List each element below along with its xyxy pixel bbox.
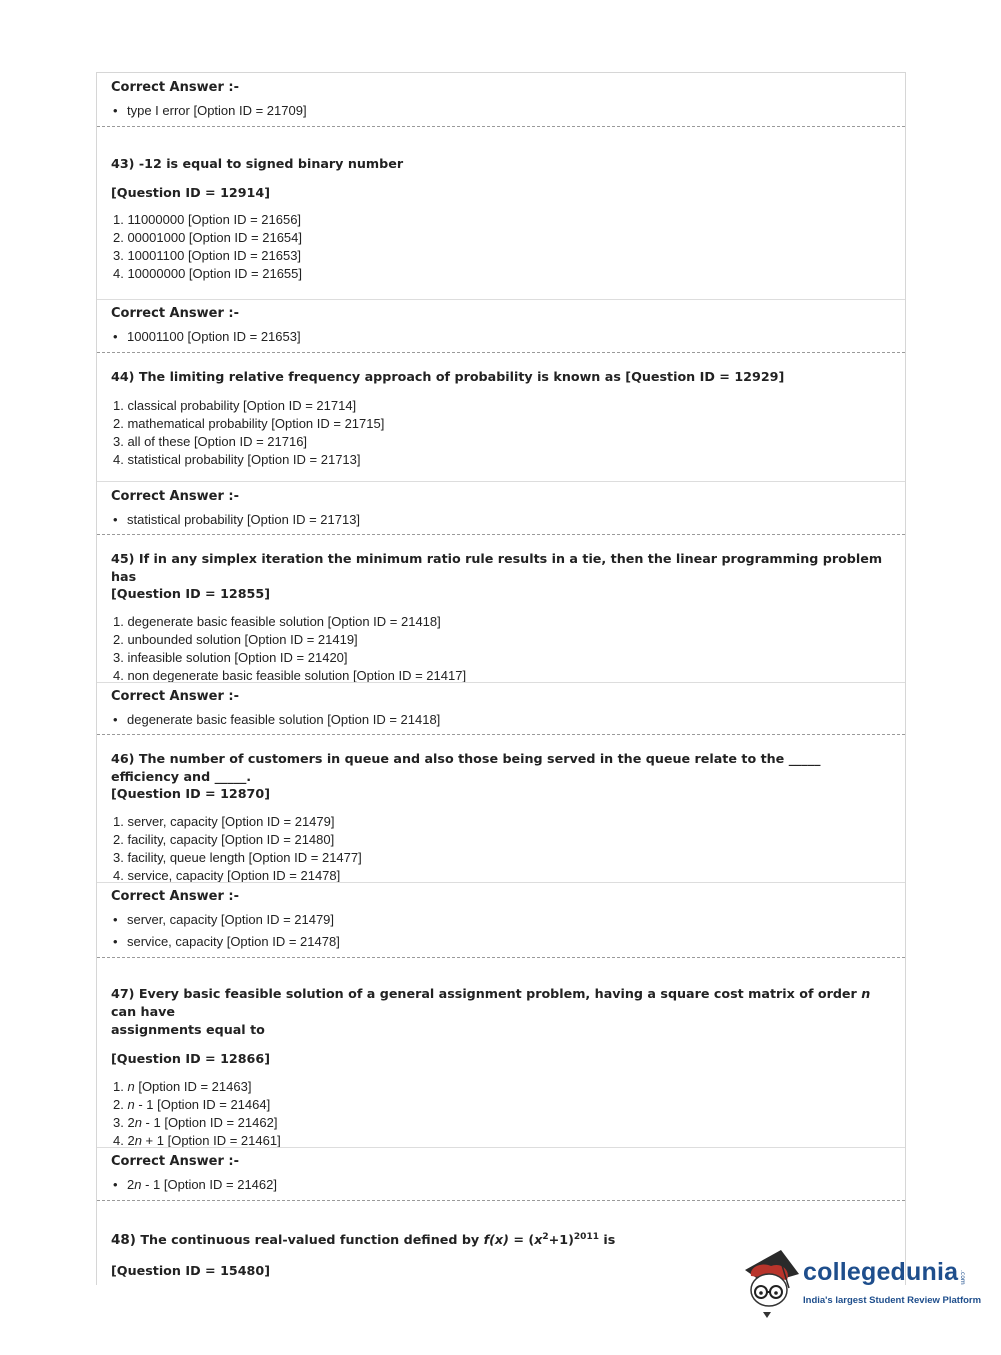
option-item: 2. 00001000 [Option ID = 21654] (113, 230, 303, 245)
question-title: 46) The number of customers in queue and also those being served in the queue relate to the _____ efficiency and _____. (111, 751, 821, 784)
answer-item: • degenerate basic feasible solution [Option ID = 21418] (111, 709, 905, 731)
question-id: [Question ID = 12914] (111, 185, 271, 200)
answer-block-42 (97, 80, 905, 122)
question-47 (97, 985, 905, 1150)
answer-item: • type I error [Option ID = 21709] (111, 100, 905, 122)
answer-item: • 2n - 1 [Option ID = 21462] (111, 1174, 905, 1196)
option-item: 4. non degenerate basic feasible solution [Option ID = 21417] (113, 668, 467, 683)
option-item: 1. server, capacity [Option ID = 21479] (113, 814, 335, 829)
option-item: 3. infeasible solution [Option ID = 21420] (113, 650, 348, 665)
question-id: [Question ID = 15480] (111, 1263, 271, 1279)
correct-answer-label: Correct Answer :- (111, 1154, 239, 1169)
question-46 (97, 750, 905, 885)
option-item: 2. unbounded solution [Option ID = 21419] (113, 632, 358, 647)
answer-item: • service, capacity [Option ID = 21478] (111, 931, 905, 953)
answer-block-46 (97, 889, 905, 953)
option-item: 3. 2n - 1 [Option ID = 21462] (113, 1115, 278, 1130)
option-item: 3. 10001100 [Option ID = 21653] (113, 248, 302, 263)
correct-answer-label: Correct Answer :- (111, 689, 239, 704)
question-45 (97, 550, 905, 685)
answer-block-44 (97, 489, 905, 531)
answer-item: • 10001100 [Option ID = 21653] (111, 326, 905, 348)
question-43 (97, 155, 905, 283)
option-item: 1. classical probability [Option ID = 21714] (113, 398, 357, 413)
question-id: [Question ID = 12866] (111, 1051, 271, 1066)
brand-name: collegedunia (803, 1258, 959, 1286)
answer-item: • statistical probability [Option ID = 21713] (111, 509, 905, 531)
option-item: 2. n - 1 [Option ID = 21464] (113, 1097, 271, 1112)
answer-block-47 (97, 1154, 905, 1196)
option-item: 4. 10000000 [Option ID = 21655] (113, 266, 303, 281)
question-title: 44) The limiting relative frequency approach of probability is known as [Question ID = 12929] (111, 369, 785, 384)
answer-block-45 (97, 689, 905, 731)
option-item: 4. statistical probability [Option ID = 21713] (113, 452, 361, 467)
question-title: 48) The continuous real-valued function defined by $f(x) = (x^2+1)^{2011}$ is (111, 1232, 616, 1249)
correct-answer-label: Correct Answer :- (111, 306, 239, 321)
option-item: 3. facility, queue length [Option ID = 21477] (113, 850, 362, 865)
option-item: 4. service, capacity [Option ID = 21478] (113, 868, 341, 883)
option-item: 3. all of these [Option ID = 21716] (113, 434, 308, 449)
answer-block-43 (97, 306, 905, 348)
correct-answer-label: Correct Answer :- (111, 80, 239, 95)
collegedunia-logo (741, 1248, 982, 1318)
question-44 (97, 368, 905, 469)
option-item: 1. 11000000 [Option ID = 21656] (113, 212, 302, 227)
question-title: 43) -12 is equal to signed binary number (111, 156, 404, 171)
question-id: [Question ID = 12870] (111, 786, 271, 801)
question-title: 47) Every basic feasible solution of a general assignment problem, having a square cost matrix of order n can have assignments equal to (111, 986, 871, 1037)
brand-domain: .com (959, 1270, 966, 1285)
question-paper (96, 72, 906, 1285)
correct-answer-label: Correct Answer :- (111, 489, 239, 504)
mascot-icon (741, 1248, 803, 1318)
option-item: 4. 2n + 1 [Option ID = 21461] (113, 1133, 281, 1148)
option-item: 2. mathematical probability [Option ID = 21715] (113, 416, 385, 431)
brand-tagline: India's largest Student Review Platform (803, 1295, 982, 1306)
option-item: 1. degenerate basic feasible solution [Option ID = 21418] (113, 614, 441, 629)
answer-item: • server, capacity [Option ID = 21479] (111, 909, 905, 931)
question-title: 45) If in any simplex iteration the minimum ratio rule results in a tie, then the linear programming problem has (111, 551, 883, 584)
question-id: [Question ID = 12855] (111, 586, 271, 601)
correct-answer-label: Correct Answer :- (111, 889, 239, 904)
option-item: 1. n [Option ID = 21463] (113, 1079, 252, 1094)
option-item: 2. facility, capacity [Option ID = 21480] (113, 832, 335, 847)
